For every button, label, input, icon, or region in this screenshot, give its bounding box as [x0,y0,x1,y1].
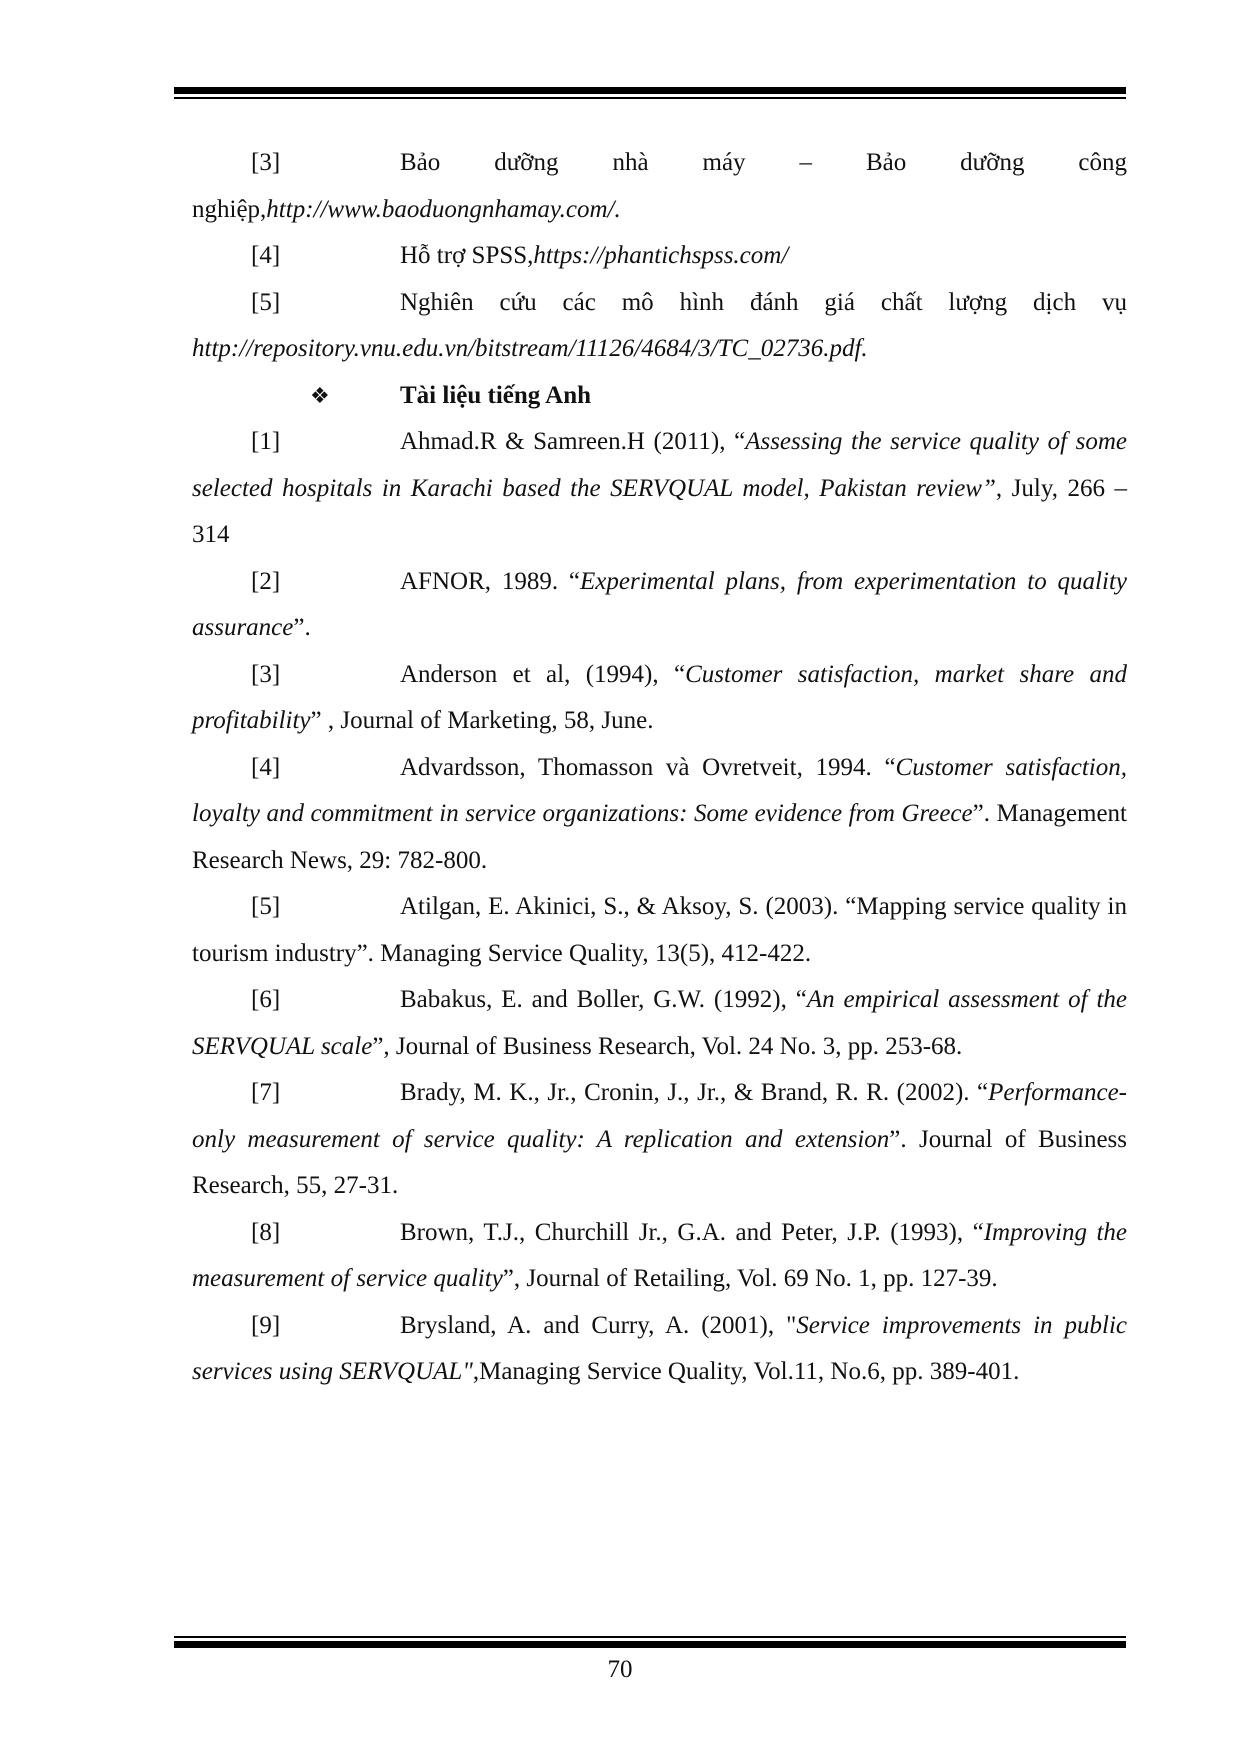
vn-reference [192,280,1127,373]
ref-title: Customer satisfaction, market share and profitability [192,660,1127,734]
vn-references [192,140,1127,1396]
ref-number: [5] [251,288,281,316]
ref-pre: Babakus, E. and Boller, G.W. (1992), “ [400,986,807,1013]
ref-number: [3] [251,660,281,688]
section-heading-english [192,373,1127,420]
vn-reference [192,140,1127,233]
ref-pre: Atilgan, E. Akinici, S., & Aksoy, S. (2003). “Mapping service quality in tourism industry”. Managing Service Quality, 13(5), 412-422. [192,893,1127,967]
ref-number: [1] [251,428,281,455]
ref-title: Performance-only measurement of service quality: A replication and extension [192,1079,1127,1153]
ref-number: [7] [251,1079,281,1106]
ref-number: [4] [251,242,281,269]
en-reference-5 [192,884,1127,977]
footer-rule-thick [174,1641,1126,1648]
ref-number: [9] [251,1311,281,1339]
ref-pre: Brady, M. K., Jr., Cronin, J., Jr., & Brand, R. R. (2002). “ [400,1079,989,1106]
header-rule-thick [174,87,1126,94]
ref-pre: Anderson et al, (1994), “ [400,660,686,688]
ref-text: Hỗ trợ SPSS, [400,242,534,269]
ref-title: Assessing the service quality of some selected hospitals in Karachi based the SERVQUAL model, Pakistan review” [192,428,1127,502]
ref-number: [8] [251,1218,281,1246]
ref-url[interactable]: http://repository.vnu.edu.vn/bitstream/11126/4684/3/TC_02736.pdf. [192,335,868,362]
ref-title: Service improvements in public services using SERVQUAL" [192,1311,1127,1385]
ref-post: ”, Journal of Business Research, Vol. 24 No. 3, pp. 253-68. [372,1032,963,1060]
ref-post: ” , Journal of Marketing, 58, June. [310,707,654,734]
vn-reference [192,233,1127,280]
ref-number: [3] [251,149,281,176]
en-reference-6 [192,977,1127,1070]
ref-post: , July, 266 – 314 [192,474,1128,548]
ref-post: ”, Journal of Retailing, Vol. 69 No. 1, pp. 127-39. [502,1265,998,1292]
ref-post: ”. [293,614,311,641]
page-number: 70 [607,1656,633,1683]
ref-url[interactable]: https://phantichspss.com/ [533,242,789,269]
ref-pre: AFNOR, 1989. “ [400,567,581,595]
ref-number: [6] [251,986,281,1013]
en-reference-1 [192,419,1127,559]
ref-pre: Ahmad.R & Samreen.H (2011), “ [400,428,746,455]
en-reference-2 [192,559,1127,652]
ref-number: [5] [251,893,281,920]
ref-number: [4] [251,753,281,781]
en-reference-7 [192,1070,1127,1210]
section-heading-label: Tài liệu tiếng Anh [400,381,592,409]
ref-pre: Brown, T.J., Churchill Jr., G.A. and Peter, J.P. (1993), “ [400,1218,984,1246]
ref-post: ,Managing Service Quality, Vol.11, No.6, pp. 389-401. [472,1358,1020,1385]
diamond-bullet-icon: ❖ [310,382,330,408]
en-reference-3 [192,652,1127,745]
ref-title: An empirical assessment of the SERVQUAL scale [192,986,1127,1060]
ref-url[interactable]: http://www.baoduongnhamay.com/. [266,195,621,223]
header-rule-thin [174,97,1126,99]
footer-rule-thin [174,1636,1126,1638]
ref-pre: Advardsson, Thomasson và Ovretveit, 1994. “ [400,753,896,781]
ref-post: ”. Management Research News, 29: 782-800. [192,800,1127,874]
ref-pre: Brysland, A. and Curry, A. (2001), " [400,1311,797,1339]
ref-text: Nghiên cứu các mô hình đánh giá chất lượng dịch vụ [400,288,1127,316]
ref-title: Customer satisfaction, loyalty and commitment in service organizations: Some evidence from Greece [192,753,1127,827]
en-reference-4 [192,745,1127,885]
ref-title: Experimental plans, from experimentation to quality assurance [192,567,1127,641]
ref-text: Bảo dưỡng nhà máy – Bảo dưỡng công nghiệp, [192,149,1127,223]
ref-post: ”. Journal of Business Research, 55, 27-31. [192,1125,1128,1199]
en-reference-8 [192,1210,1127,1303]
ref-title: Improving the measurement of service quality [192,1218,1128,1292]
en-reference-9 [192,1303,1127,1396]
ref-number: [2] [251,567,281,595]
